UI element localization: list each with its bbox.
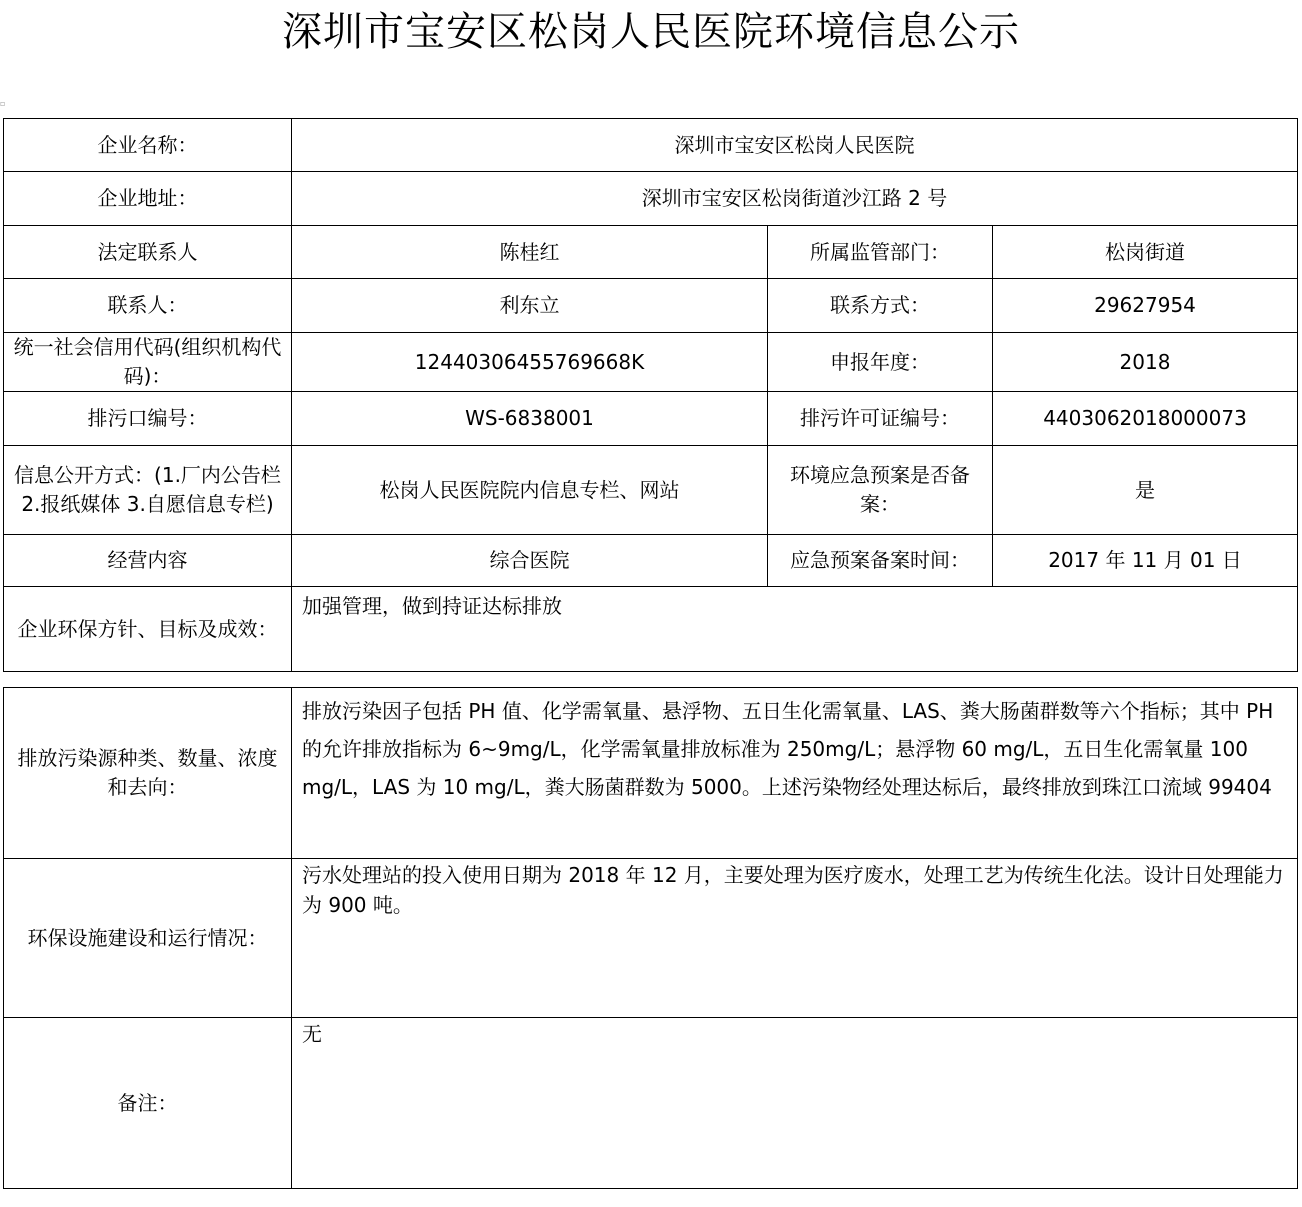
facilities-value: 污水处理站的投入使用日期为 2018 年 12 月，主要处理为医疗废水，处理工艺为传统生化法。设计日处理能力为 900 吨。 [292,859,1298,1018]
table-row [4,333,1298,392]
table-row [4,279,1298,333]
table-row [4,119,1298,172]
table-row [4,172,1298,226]
filing-date-label: 应急预案备案时间： [768,535,993,587]
supervisor-label: 所属监管部门： [768,226,993,279]
pollution-value: 排放污染因子包括 PH 值、化学需氧量、悬浮物、五日生化需氧量、LAS、粪大肠菌群数等六个指标；其中 PH 的允许排放指标为 6~9mg/L，化学需氧量排放标准为 250mg/L；悬浮物 60 mg/L，五日生化需氧量 100 mg/L，LAS 为 10 mg/L，粪大肠菌群数为 5000。上述污染物经处理达标后，最终排放到珠江口流域 99404 [292,688,1298,859]
table-row [4,535,1298,587]
remarks-value: 无 [292,1018,1298,1189]
policy-label: 企业环保方针、目标及成效： [4,587,292,672]
company-address-value: 深圳市宝安区松岗街道沙江路 2 号 [292,172,1298,226]
outlet-no-value: WS-6838001 [292,392,768,446]
report-year-label: 申报年度： [768,333,993,392]
permit-no-value: 4403062018000073 [993,392,1298,446]
credit-code-value: 12440306455769668K [292,333,768,392]
page-title: 深圳市宝安区松岗人民医院环境信息公示 [282,9,1020,55]
business-value: 综合医院 [292,535,768,587]
facilities-label: 环保设施建设和运行情况： [4,859,292,1018]
phone-value: 29627954 [993,279,1298,333]
contact-label: 联系人： [4,279,292,333]
legal-rep-label: 法定联系人 [4,226,292,279]
corner-mark: ▫ [0,99,6,108]
emergency-filed-label: 环境应急预案是否备案： [768,446,993,535]
legal-rep-value: 陈桂红 [292,226,768,279]
table-row [4,688,1298,859]
table-row [4,226,1298,279]
policy-value: 加强管理，做到持证达标排放 [292,587,1298,672]
company-name-value: 深圳市宝安区松岗人民医院 [292,119,1298,172]
table-row [4,859,1298,1018]
remarks-label: 备注： [4,1018,292,1189]
company-name-label: 企业名称： [4,119,292,172]
table-row [4,446,1298,535]
filing-date-value: 2017 年 11 月 01 日 [993,535,1298,587]
permit-no-label: 排污许可证编号： [768,392,993,446]
disclosure-value: 松岗人民医院院内信息专栏、网站 [292,446,768,535]
credit-code-label: 统一社会信用代码(组织机构代码)： [4,333,292,392]
supervisor-value: 松岗街道 [993,226,1298,279]
table-row [4,587,1298,672]
pollution-label: 排放污染源种类、数量、浓度和去向： [4,688,292,859]
emergency-filed-value: 是 [993,446,1298,535]
table-row [4,1018,1298,1189]
contact-value: 利东立 [292,279,768,333]
report-year-value: 2018 [993,333,1298,392]
outlet-no-label: 排污口编号： [4,392,292,446]
table-row [4,392,1298,446]
disclosure-label: 信息公开方式：(1.厂内公告栏 2.报纸媒体 3.自愿信息专栏) [4,446,292,535]
company-address-label: 企业地址： [4,172,292,226]
phone-label: 联系方式： [768,279,993,333]
info-table [3,118,1298,672]
pollution-table [3,687,1298,1189]
business-label: 经营内容 [4,535,292,587]
